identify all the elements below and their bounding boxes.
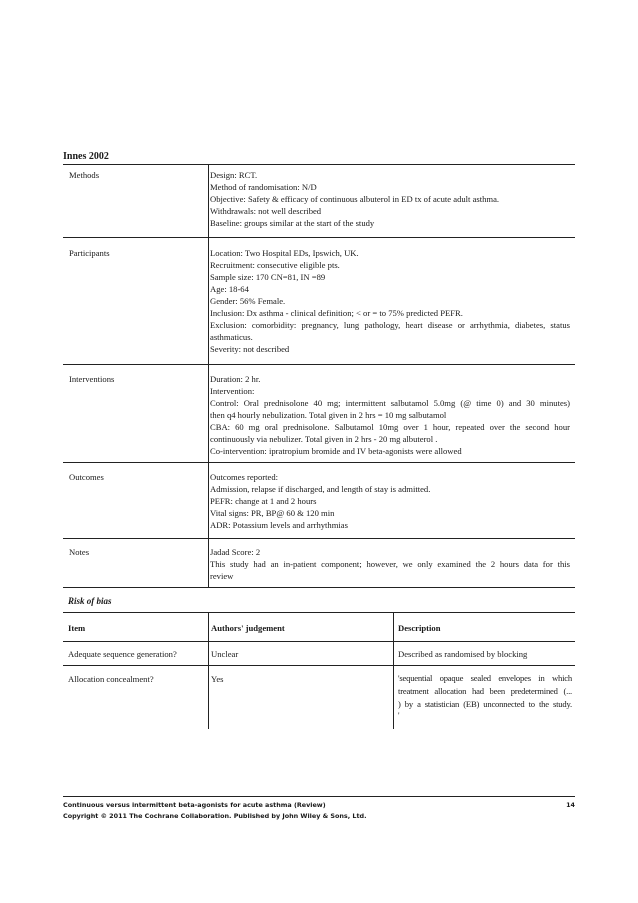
participants-line: Gender: 56% Female. xyxy=(210,296,286,306)
rob-row-description xyxy=(398,672,572,719)
notes-line: Jadad Score: 2 xyxy=(210,547,261,557)
rob-description-line: treatment allocation had been predetermined (... xyxy=(398,686,572,696)
interventions-line: CBA: 60 mg oral prednisolone. Salbutamol 10mg over 1 hour, repeated over the second hour xyxy=(210,422,570,432)
column-divider xyxy=(208,612,209,729)
rob-header-description: Description xyxy=(398,623,441,633)
section-body-notes xyxy=(210,546,570,582)
page-number: 14 xyxy=(566,801,575,809)
section-body-interventions xyxy=(210,373,570,457)
interventions-line: Control: Oral prednisolone 40 mg; intermittent salbutamol 5.0mg (@ time 0) and 30 minutes) xyxy=(210,398,570,408)
row-divider xyxy=(63,665,575,666)
notes-line: This study had an in-patient component; however, we only examined the 2 hours data for this xyxy=(210,559,570,569)
outcomes-line: ADR: Potassium levels and arrhythmias xyxy=(210,520,348,530)
methods-line: Method of randomisation: N/D xyxy=(210,182,317,192)
interventions-line: then q4 hourly nebulization. Total given in 2 hrs = 10 mg salbutamol xyxy=(210,410,447,420)
row-divider xyxy=(63,237,575,238)
section-label-notes: Notes xyxy=(69,547,90,557)
interventions-line: Co-intervention: ipratropium bromide and IV beta-agonists were allowed xyxy=(210,446,462,456)
participants-line: Recruitment: consecutive eligible pts. xyxy=(210,260,340,270)
interventions-line: Duration: 2 hr. xyxy=(210,374,261,384)
rob-row-judgement: Yes xyxy=(211,674,224,684)
rob-row-description xyxy=(398,648,572,661)
footer-copyright: Copyright © 2011 The Cochrane Collaboration. Published by John Wiley & Sons, Ltd. xyxy=(63,812,367,820)
rob-description-line: Described as randomised by blocking xyxy=(398,649,528,659)
rob-row-item: Adequate sequence generation? xyxy=(68,649,177,659)
rob-description-line: ) by a statistician (EB) unconnected to the study. xyxy=(398,699,572,709)
footer-line-1 xyxy=(63,801,575,809)
methods-line: Baseline: groups similar at the start of the study xyxy=(210,218,375,228)
rob-description-line: 'sequential opaque sealed envelopes in which xyxy=(398,673,572,683)
row-divider xyxy=(63,462,575,463)
interventions-line: continuously via nebulizer. Total given in 2 hrs - 20 mg albuterol . xyxy=(210,434,438,444)
rob-row-judgement: Unclear xyxy=(211,649,239,659)
rob-top-rule xyxy=(63,612,575,613)
section-body-outcomes xyxy=(210,471,570,531)
participants-line: Inclusion: Dx asthma - clinical definition; < or = to 75% predicted PEFR. xyxy=(210,308,463,318)
participants-line: Age: 18-64 xyxy=(210,284,249,294)
row-divider xyxy=(63,538,575,539)
section-label-outcomes: Outcomes xyxy=(69,472,104,482)
participants-line: Exclusion: comorbidity: pregnancy, lung pathology, heart disease or arrhythmia, diabetes, status xyxy=(210,320,570,330)
outcomes-line: Outcomes reported: xyxy=(210,472,279,482)
footer-rule xyxy=(63,796,575,797)
footer-title: Continuous versus intermittent beta-agonists for acute asthma (Review) xyxy=(63,801,326,809)
section-label-participants: Participants xyxy=(69,248,110,258)
column-divider xyxy=(393,612,394,729)
rob-row-item: Allocation concealment? xyxy=(68,674,154,684)
row-divider xyxy=(63,364,575,365)
participants-line: Sample size: 170 CN=81, IN =89 xyxy=(210,272,326,282)
section-body-participants xyxy=(210,247,570,355)
notes-line: review xyxy=(210,571,234,581)
outcomes-line: Admission, relapse if discharged, and length of stay is admitted. xyxy=(210,484,431,494)
interventions-line: Intervention: xyxy=(210,386,255,396)
methods-line: Objective: Safety & efficacy of continuous albuterol in ED tx of acute adult asthma. xyxy=(210,194,500,204)
participants-line: Location: Two Hospital EDs, Ipswich, UK. xyxy=(210,248,359,258)
row-divider xyxy=(63,641,575,642)
table-top-rule xyxy=(63,164,575,165)
outcomes-line: PEFR: change at 1 and 2 hours xyxy=(210,496,317,506)
footer-line-2 xyxy=(63,812,575,820)
column-divider xyxy=(208,164,209,587)
risk-of-bias-heading: Risk of bias xyxy=(68,596,112,606)
outcomes-line: Vital signs: PR, BP@ 60 & 120 min xyxy=(210,508,335,518)
rob-header-judgement: Authors' judgement xyxy=(211,623,285,633)
methods-line: Design: RCT. xyxy=(210,170,258,180)
methods-line: Withdrawals: not well described xyxy=(210,206,322,216)
section-label-interventions: Interventions xyxy=(69,374,115,384)
row-divider xyxy=(63,587,575,588)
participants-line: Severity: not described xyxy=(210,344,290,354)
study-title: Innes 2002 xyxy=(63,151,109,162)
section-body-methods xyxy=(210,169,570,229)
participants-line: asthmaticus. xyxy=(210,332,253,342)
rob-header-item: Item xyxy=(68,623,86,633)
rob-description-line: ' xyxy=(398,710,400,720)
section-label-methods: Methods xyxy=(69,170,100,180)
